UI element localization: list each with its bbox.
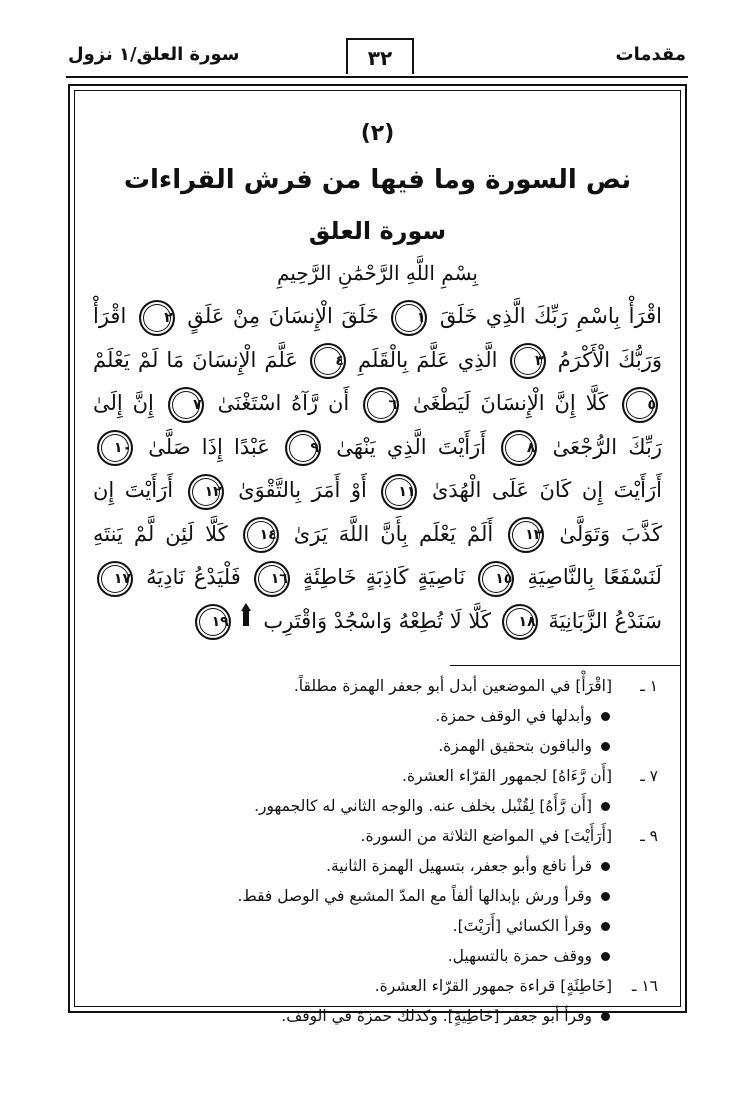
- book-section-title: مقدمات: [615, 44, 686, 65]
- content-frame-inner: [74, 90, 681, 1025]
- section-title: نص السورة وما فيها من فرش القراءات: [123, 165, 632, 195]
- verse-number: ١٤: [243, 517, 279, 553]
- verse-number: ٩: [285, 430, 321, 466]
- verse-text: أَرَأَيْتَ الَّذِي يَنْهَىٰ: [336, 434, 487, 459]
- verse-number: ١٧: [97, 561, 133, 597]
- verse-text: أَلَمْ يَعْلَم بِأَنَّ اللَّهَ يَرَىٰ: [293, 521, 494, 546]
- footnote-subitem: [97, 701, 658, 731]
- verse-text: أَرَأَيْتَ إِن كَذَّبَ وَتَوَلَّىٰ: [93, 478, 662, 546]
- footnote-label: ١ ـ: [640, 677, 658, 695]
- footnote-subitem-text: والباقون بتحقيق الهمزة.: [438, 737, 592, 755]
- footnote-text: [أَرَأَيْتَ] في المواضع الثلاثة من السورة.: [360, 827, 612, 845]
- content-frame: [68, 84, 687, 1025]
- verse-number: ١٣: [508, 517, 544, 553]
- verse-text: كَلَّا لَا تُطِعْهُ وَاسْجُدْ وَاقْتَرِب: [263, 608, 491, 633]
- verse-text: خَلَقَ الْإِنسَانَ مِنْ عَلَقٍ: [187, 304, 379, 328]
- verse-number: ١٨: [502, 604, 538, 640]
- footnote: [97, 671, 658, 701]
- verse-text: أَرَأَيْتَ إِن كَانَ عَلَى الْهُدَىٰ: [432, 478, 662, 502]
- footnote-text: [أَن رَّءَاهُ] لجمهور القرّاء العشرة.: [402, 767, 612, 785]
- verse-text: اقْرَأْ بِاسْمِ رَبِّكَ الَّذِي خَلَقَ: [439, 304, 662, 328]
- verse-number: ٢: [139, 300, 175, 336]
- verse-number: ١: [391, 300, 427, 336]
- footnote-subitem-text: وقرأ ورش بإبدالها ألفاً مع المدّ المشبع في الوصل فقط.: [237, 887, 592, 905]
- verse-text: نَاصِيَةٍ كَاذِبَةٍ خَاطِئَةٍ: [302, 565, 466, 589]
- bullet-icon: [601, 892, 610, 901]
- surah-name: سورة العلق: [308, 217, 447, 245]
- verse-number: ١١: [381, 474, 417, 510]
- footnotes: [97, 671, 658, 1031]
- verse-text: الَّذِي عَلَّمَ بِالْقَلَمِ: [358, 347, 498, 372]
- bullet-icon: [601, 862, 610, 871]
- footnote-subitem: [97, 731, 658, 761]
- verse-text: أَن رَّآهُ اسْتَغْنَىٰ: [217, 391, 350, 415]
- verse-text: كَلَّا لَئِن لَّمْ يَنتَهِ لَنَسْفَعًا بِالنَّاصِيَةِ: [93, 521, 662, 589]
- verse-number: ١٦: [254, 561, 290, 597]
- verse-text: أَوْ أَمَرَ بِالتَّقْوَىٰ: [238, 478, 367, 502]
- footnote-subitem: [97, 911, 658, 941]
- verse-number: ١٥: [478, 561, 514, 597]
- verse-number: ٧: [168, 387, 204, 423]
- basmala: بِسْمِ اللَّهِ الرَّحْمَٰنِ الرَّحِيمِ: [276, 261, 478, 285]
- verse-number: ١٢: [188, 474, 224, 510]
- footnote-subitem: [97, 791, 658, 821]
- bullet-icon: [601, 742, 610, 751]
- verse-text: كَلَّا إِنَّ الْإِنسَانَ لَيَطْغَىٰ: [412, 391, 609, 415]
- footnote-subitem-text: ووقف حمزة بالتسهيل.: [447, 947, 592, 965]
- footnote: [97, 761, 658, 791]
- page-header: [66, 36, 688, 78]
- verse-text: فَلْيَدْعُ نَادِيَهُ: [146, 565, 241, 589]
- quran-text: [93, 295, 662, 644]
- bullet-icon: [601, 952, 610, 961]
- verse-number: ٦: [363, 387, 399, 423]
- page-number: ٣٢: [346, 38, 414, 74]
- footnote-subitem-text: وأبدلها في الوقف حمزة.: [435, 707, 592, 725]
- footnote-subitem: [97, 1001, 658, 1031]
- verse-number: ١٩: [195, 604, 231, 640]
- surah-reference: سورة العلق/١ نزول: [68, 44, 240, 65]
- footnote-subitem-text: [أَن رَّأَهُ] لِقُنْبل بخلف عنه. والوجه الثاني له كالجمهور.: [254, 797, 592, 815]
- footnote-subitem-text: وقرأ الكسائي [أَرَيْتَ].: [452, 917, 592, 935]
- verse-number: ٨: [501, 430, 537, 466]
- footnote: [97, 971, 658, 1001]
- bullet-icon: [601, 802, 610, 811]
- bullet-icon: [601, 1012, 610, 1021]
- verse-number: ٥: [622, 387, 658, 423]
- footnote-label: ٧ ـ: [640, 767, 658, 785]
- verse-number: ١٠: [97, 430, 133, 466]
- verse-text: عَبْدًا إِذَا صَلَّىٰ: [148, 434, 270, 459]
- footnote-subitem-text: قرأ نافع وأبو جعفر، بتسهيل الهمزة الثانية.: [326, 857, 592, 875]
- bullet-icon: [601, 712, 610, 721]
- footnote-subitem: [97, 881, 658, 911]
- footnote-subitem-text: وقرأ أبو جعفر [خَاطِيَةٍ]. وكذلك حمزة في الوقف.: [281, 1007, 592, 1025]
- verse-text: إِنَّ إِلَىٰ رَبِّكَ الرُّجْعَىٰ: [93, 391, 662, 459]
- footnote: [97, 821, 658, 851]
- verse-text: سَنَدْعُ الزَّبَانِيَةَ: [548, 608, 662, 633]
- verse-text: عَلَّمَ الْإِنسَانَ مَا لَمْ يَعْلَمْ: [93, 347, 298, 372]
- section-number: (٢): [360, 121, 395, 146]
- footnote-text: [اقْرَأْ] في الموضعين أبدل أبو جعفر الهمزة مطلقاً.: [293, 677, 612, 695]
- footnote-text: [خَاطِئَةٍ] قراءة جمهور القرّاء العشرة.: [374, 977, 612, 995]
- footnote-divider: [450, 665, 680, 666]
- footnote-subitem: [97, 851, 658, 881]
- verse-number: ٤: [310, 343, 346, 379]
- bullet-icon: [601, 922, 610, 931]
- verse-text: اقْرَأْ وَرَبُّكَ الْأَكْرَمُ: [93, 304, 662, 372]
- footnote-label: ٩ ـ: [640, 827, 658, 845]
- verse-number: ٣: [510, 343, 546, 379]
- sajda-mark-icon: [239, 600, 253, 644]
- footnote-subitem: [97, 941, 658, 971]
- footnote-label: ١٦ ـ: [631, 977, 658, 995]
